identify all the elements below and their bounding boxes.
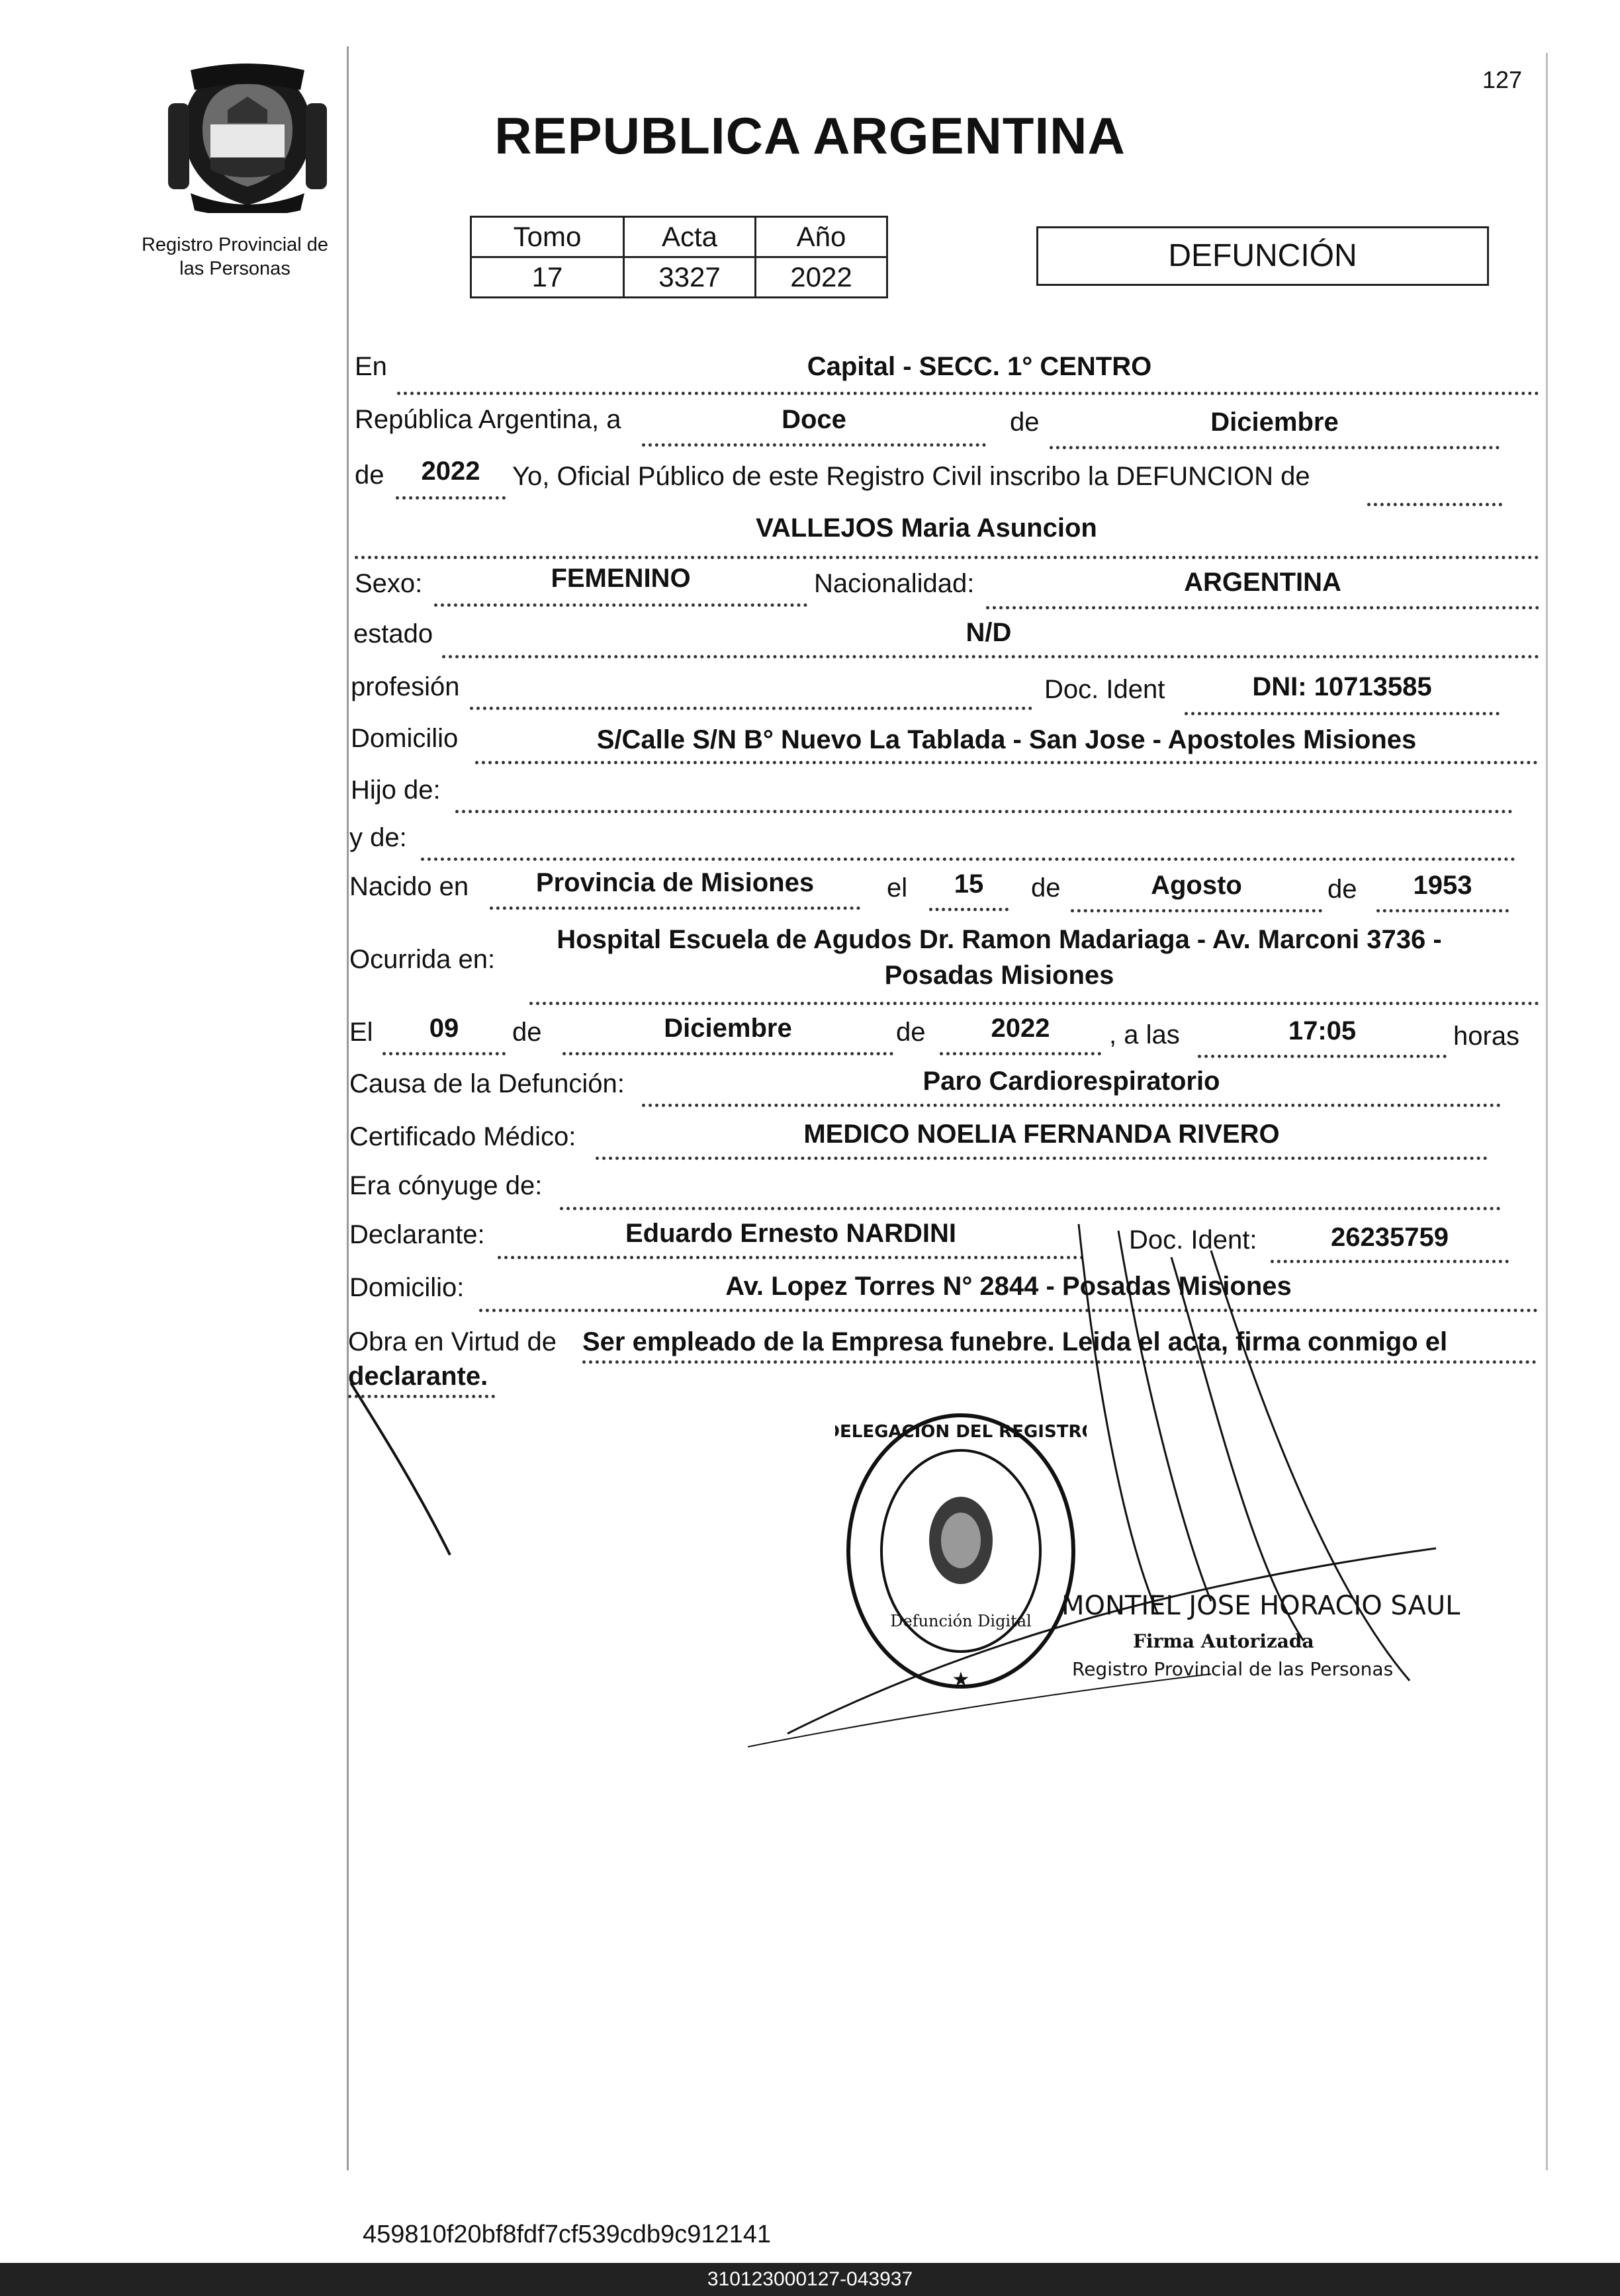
value-birth-place: Provincia de Misiones	[535, 868, 815, 897]
field-de-tail-line	[1367, 474, 1502, 506]
value-death-time: 17:05	[1288, 1016, 1357, 1045]
value-day-words: Doce	[782, 405, 846, 434]
label-de-year: de	[355, 461, 384, 490]
label-de-death-month: de	[512, 1018, 542, 1047]
footer-code: 310123000127-043937	[0, 2263, 1620, 2296]
label-declarante: Declarante:	[349, 1220, 485, 1249]
label-de-death-year: de	[896, 1018, 926, 1047]
signature-strokes-icon	[748, 1217, 1476, 1787]
tomo-value: 17	[471, 257, 624, 298]
value-cause: Paro Cardiorespiratorio	[922, 1067, 1220, 1096]
left-margin-line	[347, 46, 349, 2170]
organization-line-2: las Personas	[179, 258, 291, 279]
label-domicilio-declarante: Domicilio:	[349, 1273, 465, 1302]
anio-value: 2022	[756, 257, 887, 298]
anio-header: Año	[756, 217, 887, 257]
label-a-las: , a las	[1109, 1020, 1180, 1049]
label-y-de: y de:	[349, 823, 407, 852]
closing-stroke	[344, 1376, 463, 1562]
label-profesion: profesión	[351, 672, 460, 701]
tomo-header: Tomo	[471, 217, 624, 257]
value-document: DNI: 10713585	[1252, 672, 1432, 701]
organization-line-1: Registro Provincial de	[141, 234, 329, 255]
label-en: En	[355, 352, 387, 381]
field-profession-line	[470, 678, 1032, 710]
label-yo-oficial: Yo, Oficial Público de este Registro Civil inscribo la DEFUNCION de	[512, 462, 1310, 491]
label-el-cap: El	[349, 1018, 373, 1047]
label-doc-ident-declarant: Doc. Ident:	[1129, 1225, 1257, 1255]
value-reason-line2: declarante.	[348, 1362, 488, 1391]
label-nacionalidad: Nacionalidad:	[814, 569, 975, 598]
label-horas: horas	[1453, 1022, 1520, 1051]
label-domicilio: Domicilio	[351, 724, 459, 753]
label-causa: Causa de la Defunción:	[349, 1069, 625, 1098]
value-declarant-document: 26235759	[1331, 1223, 1449, 1252]
label-de-birth-month: de	[1031, 873, 1061, 903]
official-role: Firma Autorizada	[1133, 1630, 1314, 1652]
value-month: Diciembre	[1210, 408, 1339, 437]
document-hash: 459810f20bf8fdf7cf539cdb9c912141	[363, 2221, 771, 2248]
field-mother-line	[421, 828, 1515, 861]
value-reason-line1: Ser empleado de la Empresa funebre. Leida el acta, firma conmigo el	[582, 1327, 1448, 1356]
label-doc-ident: Doc. Ident	[1044, 675, 1165, 704]
registry-value-row	[471, 257, 887, 298]
official-name: MONTIEL JOSE HORACIO SAUL	[1061, 1591, 1461, 1621]
value-sex: FEMENINO	[551, 564, 691, 593]
stamp-inner-text: Defunción Digital	[890, 1612, 1032, 1630]
value-death-place-line2: Posadas Misiones	[884, 961, 1114, 990]
value-address: S/Calle S/N B° Nuevo La Tablada - San Jose - Apostoles Misiones	[596, 725, 1417, 754]
value-marital-status: N/D	[966, 618, 1012, 647]
acta-header: Acta	[624, 217, 756, 257]
official-org: Registro Provincial de las Personas	[1072, 1658, 1394, 1680]
record-type-box: DEFUNCIÓN	[1036, 226, 1489, 286]
value-year: 2022	[421, 457, 480, 486]
value-birth-month: Agosto	[1151, 871, 1242, 900]
value-declarant-address: Av. Lopez Torres N° 2844 - Posadas Misiones	[725, 1272, 1292, 1301]
label-conyuge: Era cónyuge de:	[349, 1171, 543, 1200]
svg-text:★: ★	[952, 1669, 970, 1691]
organization-name	[119, 233, 351, 281]
registry-header-row	[471, 217, 887, 257]
value-place: Capital - SECC. 1° CENTRO	[807, 352, 1152, 381]
label-estado: estado	[353, 619, 433, 648]
page-title: REPUBLICA ARGENTINA	[494, 107, 1126, 165]
label-de-month: de	[1010, 408, 1040, 437]
right-margin-line	[1546, 53, 1548, 2170]
value-declarant-name: Eduardo Ernesto NARDINI	[625, 1219, 957, 1248]
label-ocurrida-en: Ocurrida en:	[349, 945, 496, 974]
label-obra-en-virtud: Obra en Virtud de	[348, 1327, 557, 1356]
label-certificado: Certificado Médico:	[349, 1122, 576, 1151]
field-death-place-line	[529, 973, 1539, 1005]
label-de-birth-year: de	[1328, 875, 1357, 904]
value-certifying-doctor: MEDICO NOELIA FERNANDA RIVERO	[803, 1120, 1280, 1149]
value-death-place-line1: Hospital Escuela de Agudos Dr. Ramon Madariaga - Av. Marconi 3736 -	[557, 925, 1442, 954]
field-spouse-line	[560, 1178, 1501, 1210]
label-sexo: Sexo:	[355, 569, 423, 598]
value-birth-year: 1953	[1413, 871, 1472, 900]
acta-value: 3327	[624, 257, 756, 298]
field-father-line	[455, 781, 1513, 813]
label-hijo-de: Hijo de:	[351, 775, 441, 805]
value-death-year: 2022	[991, 1014, 1050, 1043]
page-number: 127	[1482, 66, 1523, 93]
label-nacido-en: Nacido en	[349, 872, 469, 901]
label-el: el	[887, 873, 908, 903]
label-republica: República Argentina, a	[355, 405, 621, 434]
value-death-day: 09	[429, 1014, 459, 1043]
value-death-month: Diciembre	[664, 1014, 792, 1043]
value-birth-day: 15	[954, 869, 984, 899]
svg-text:DELEGACION DEL REGISTRO: DELEGACION DEL REGISTRO	[835, 1422, 1087, 1442]
registry-table	[470, 216, 888, 298]
value-deceased-name: VALLEJOS Maria Asuncion	[756, 513, 1097, 543]
value-nationality: ARGENTINA	[1184, 568, 1341, 597]
